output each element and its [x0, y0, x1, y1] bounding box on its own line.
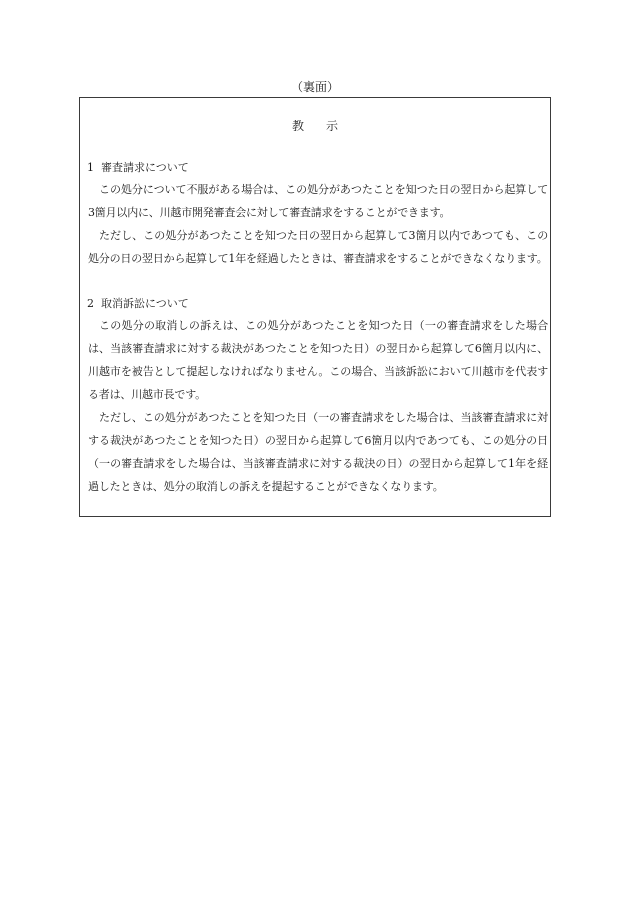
paragraph-appeal-main: この処分について不服がある場合は、この処分があつたことを知つた日の翌日から起算して3箇月以内に、川越市開発審査会に対して審査請求をすることができます。 — [88, 183, 548, 219]
section-number: 1 — [87, 161, 94, 174]
notice-title: 教示 — [291, 119, 360, 133]
paragraph-appeal-proviso: ただし、この処分があつたことを知つた日の翌日から起算して3箇月以内であつても、この処分の日の翌日から起算して1年を経過したときは、審査請求をすることができなくなります。 — [88, 229, 548, 265]
section-number: 2 — [87, 297, 94, 310]
section-heading-text: 取消訴訟について — [101, 297, 189, 310]
section-heading-text: 審査請求について — [101, 161, 189, 174]
paragraph-lawsuit-main: この処分の取消しの訴えは、この処分があつたことを知つた日（一の審査請求をした場合は、当該審査請求に対する裁決があつたことを知つた日）の翌日から起算して6箇月以内に、川越市を被告として提起しなければなりません。この場合、当該訴訟において川越市を代表する者は、川越市長です。 — [88, 319, 548, 401]
section-heading-lawsuit — [87, 297, 189, 310]
section-heading-appeal — [87, 161, 189, 174]
notice-box — [79, 97, 551, 517]
paragraph-lawsuit-proviso: ただし、この処分があつたことを知つた日（一の審査請求をした場合は、当該審査請求に対する裁決があつたことを知つた日）の翌日から起算して6箇月以内であつても、この処分の日（一の審査請求をした場合は、当該審査請求に対する裁決の日）の翌日から起算して1年を経過したときは、処分の取消しの訴えを提起することができなくなります。 — [88, 411, 548, 493]
page-side-label: （裏面） — [290, 80, 339, 94]
